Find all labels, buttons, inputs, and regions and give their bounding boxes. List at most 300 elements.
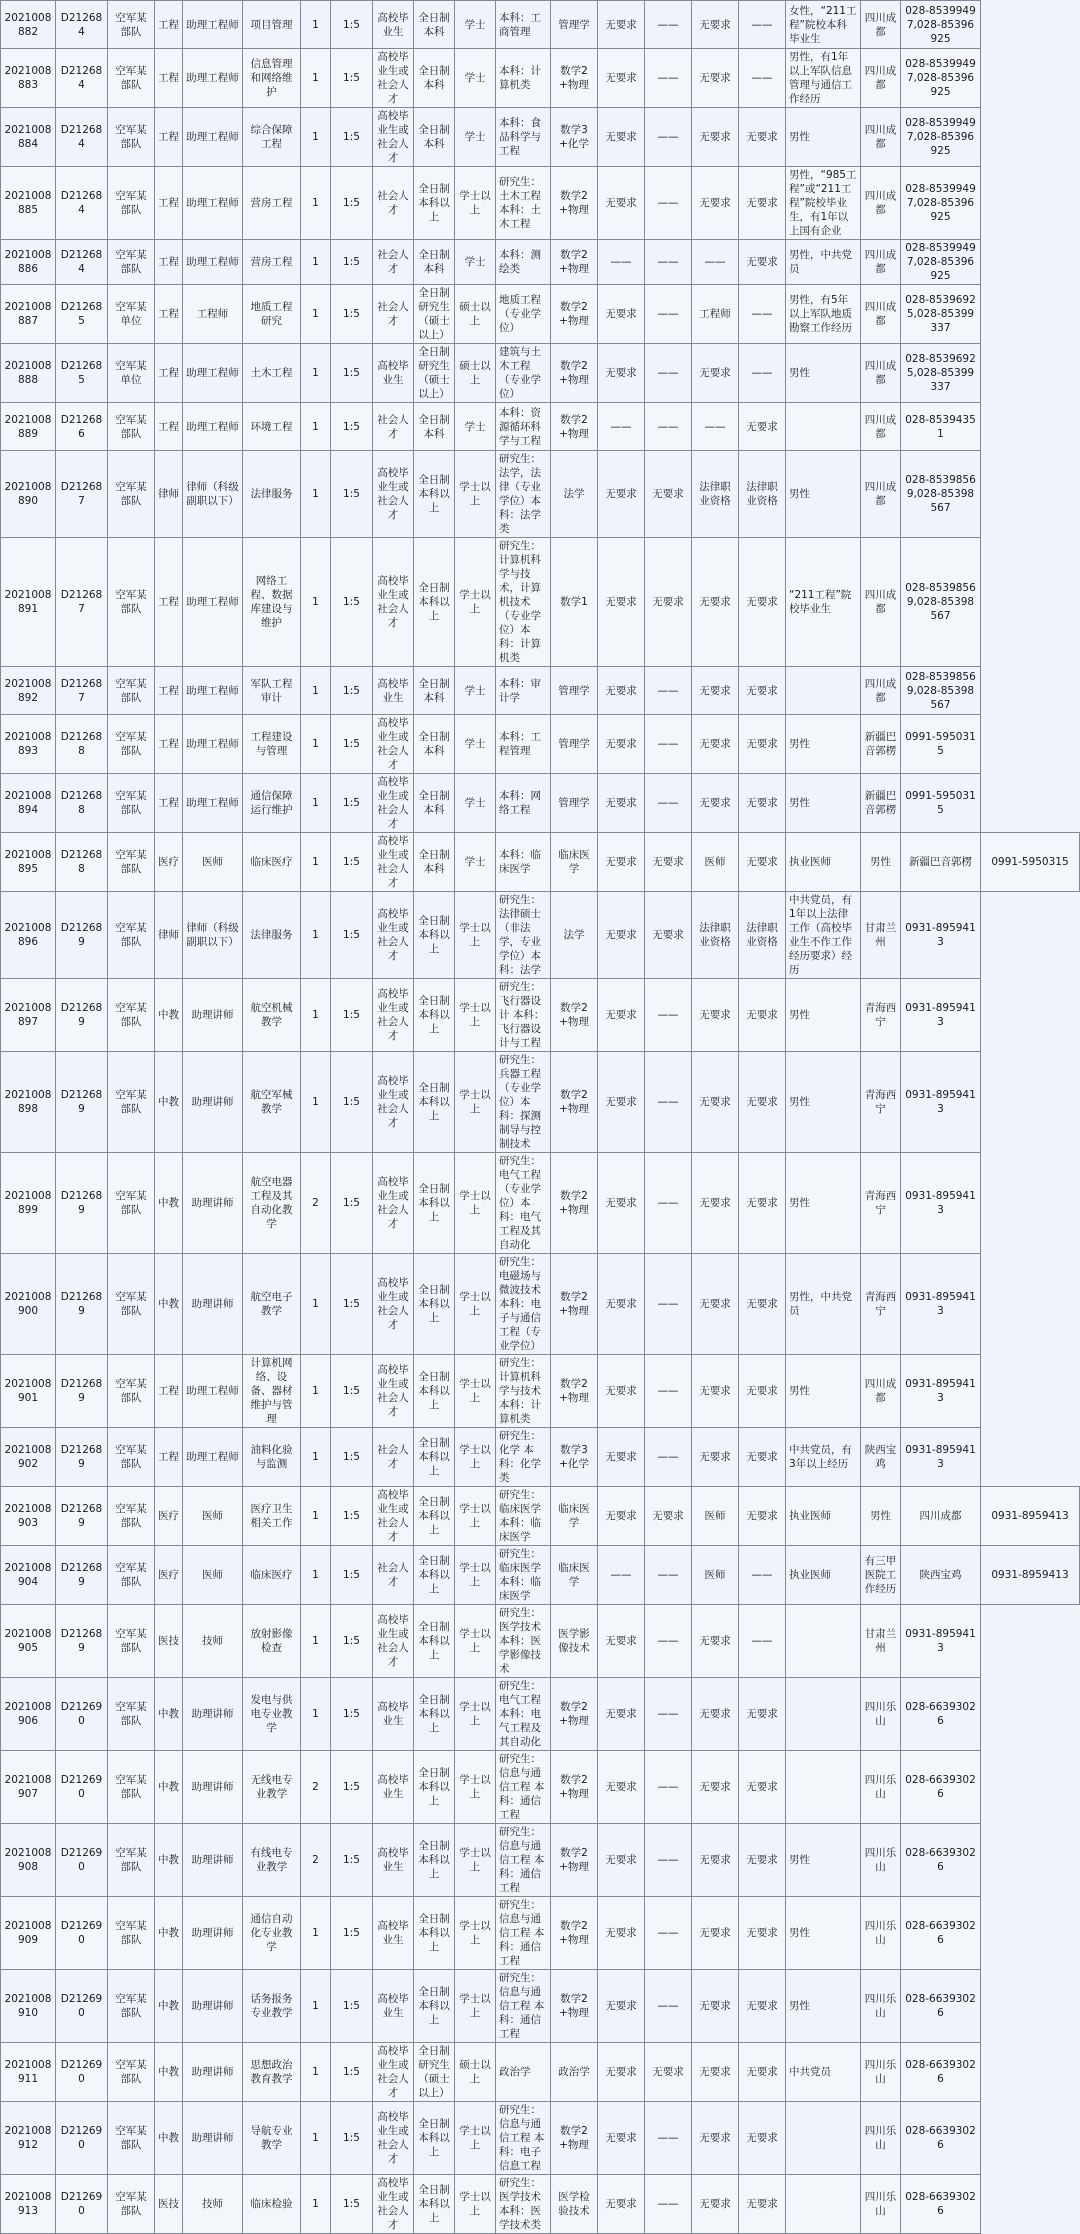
table-cell: 高校毕业生或社会人才 [373,715,414,774]
table-cell: 临床医学 [551,1487,598,1546]
table-cell: 无要求 [598,1678,645,1751]
table-cell: 空军某部队 [108,1,155,49]
table-cell: 工程 [155,285,183,344]
table-cell: 高校毕业生或社会人才 [373,1355,414,1428]
table-cell: 1 [301,1254,331,1355]
table-cell: —— [645,1153,692,1254]
table-cell: 航空机械教学 [243,979,301,1052]
table-cell: 男性 [786,108,861,167]
table-cell: 全日制本科 [414,49,455,108]
table-cell: 助理工程师 [183,715,243,774]
table-cell: 助理讲师 [183,1254,243,1355]
table-cell: 四川乐山 [861,2043,901,2102]
table-cell: 2 [301,1751,331,1824]
table-cell: D212688 [56,833,108,892]
table-cell: 男性 [786,979,861,1052]
table-cell: 1:5 [331,1355,373,1428]
table-cell: —— [645,1254,692,1355]
table-cell: 全日制本科以上 [414,451,455,538]
table-cell: 话务报务专业教学 [243,1970,301,2043]
table-cell: 1 [301,667,331,715]
table-cell: 临床医学 [551,833,598,892]
table-cell: 无要求 [739,715,786,774]
table-cell: 工程 [155,108,183,167]
table-cell: D212685 [56,344,108,403]
table-cell: 工程 [155,538,183,667]
table-row [1,2043,1080,2102]
table-cell: 学士以上 [455,1605,496,1678]
table-cell: 学士以上 [455,979,496,1052]
table-cell: —— [645,1355,692,1428]
table-cell: 无要求 [739,1153,786,1254]
table-cell: 无要求 [692,344,739,403]
table-cell: 空军某部队 [108,979,155,1052]
table-cell: 数学2+物理 [551,1678,598,1751]
table-cell: 助理工程师 [183,403,243,451]
table-cell: 1 [301,2102,331,2175]
table-cell: 法学 [551,892,598,979]
table-cell: 1:5 [331,344,373,403]
table-cell: 法律职业资格 [692,892,739,979]
table-cell: 高校毕业生 [373,344,414,403]
table-cell: 无要求 [739,774,786,833]
table-cell: 通信自动化专业教学 [243,1897,301,1970]
table-row [1,892,1080,979]
table-cell: 地质工程研究 [243,285,301,344]
table-cell: 学士 [455,240,496,285]
table-cell: 医疗 [155,1546,183,1605]
table-cell: 助理工程师 [183,1355,243,1428]
table-cell: 学士 [455,833,496,892]
table-row [1,108,1080,167]
table-cell: 助理工程师 [183,167,243,240]
table-cell: 女性，“211工程”院校本科毕业生 [786,1,861,49]
table-cell: 学士 [455,1,496,49]
table-cell: 男性 [786,774,861,833]
table-cell: 无要求 [739,1487,786,1546]
table-cell: 2021008894 [1,774,56,833]
table-cell: 法律职业资格 [692,451,739,538]
table-cell: 1:5 [331,1153,373,1254]
table-cell: —— [645,979,692,1052]
table-cell: 助理工程师 [183,49,243,108]
table-cell: 全日制本科以上 [414,979,455,1052]
table-cell: 青海西宁 [861,1254,901,1355]
table-cell: 硕士以上 [455,344,496,403]
table-cell: 青海西宁 [861,1052,901,1153]
table-cell: —— [645,774,692,833]
table-cell: 男性 [786,1897,861,1970]
table-cell: —— [645,49,692,108]
table-cell: 法律服务 [243,892,301,979]
table-cell: 男性 [786,1153,861,1254]
table-cell: 无要求 [739,108,786,167]
table-cell: 临床医疗 [243,1546,301,1605]
table-cell: —— [692,403,739,451]
table-cell: 2021008902 [1,1428,56,1487]
table-cell: 男性 [786,344,861,403]
table-cell: 高校毕业生 [373,1,414,49]
table-cell: 综合保障工程 [243,108,301,167]
table-cell: 本科：食品科学与工程 [496,108,551,167]
table-cell: —— [645,2102,692,2175]
table-cell: 高校毕业生或社会人才 [373,2102,414,2175]
table-cell: 1:5 [331,1487,373,1546]
table-cell: 0931-8959413 [901,1355,981,1428]
table-cell: 无要求 [692,1824,739,1897]
table-cell: 028-66393026 [901,1678,981,1751]
table-cell: D212689 [56,979,108,1052]
table-cell: 营房工程 [243,240,301,285]
table-cell: 0931-8959413 [981,1487,1080,1546]
table-cell: 1:5 [331,1546,373,1605]
table-cell: 中教 [155,1970,183,2043]
table-cell: 2021008905 [1,1605,56,1678]
table-cell: 发电与供电专业教学 [243,1678,301,1751]
table-row [1,344,1080,403]
table-cell: 0931-8959413 [901,1428,981,1487]
table-cell: 无要求 [598,715,645,774]
table-cell: 全日制本科以上 [414,1254,455,1355]
table-cell: 空军某部队 [108,2043,155,2102]
table-cell: 高校毕业生或社会人才 [373,538,414,667]
table-cell: 无要求 [598,1897,645,1970]
table-cell: 数学2+物理 [551,1355,598,1428]
table-cell: 研究生：法学，法律（专业学位）本科：法学类 [496,451,551,538]
table-cell: 无要求 [739,403,786,451]
table-cell: 无要求 [739,833,786,892]
table-cell: 管理学 [551,667,598,715]
table-cell: 网络工程、数据库建设与维护 [243,538,301,667]
table-cell: 无要求 [692,2043,739,2102]
table-cell: 无要求 [739,1678,786,1751]
table-cell: 助理工程师 [183,1428,243,1487]
table-cell: 1 [301,403,331,451]
table-cell: D212684 [56,108,108,167]
table-cell: 无要求 [598,1153,645,1254]
table-cell: 无要求 [598,1970,645,2043]
table-cell: —— [598,240,645,285]
table-cell: 学士 [455,108,496,167]
table-cell: 中共党员 [786,2043,861,2102]
table-cell: 2021008887 [1,285,56,344]
table-cell: 全日制本科以上 [414,2102,455,2175]
table-cell: 四川成都 [861,108,901,167]
table-cell: 高校毕业生或社会人才 [373,2175,414,2234]
table-cell: —— [598,1546,645,1605]
table-cell: 无要求 [598,1,645,49]
table-cell: 男性 [786,1824,861,1897]
table-cell: —— [739,1546,786,1605]
table-cell: 数学2+物理 [551,1751,598,1824]
table-cell: —— [645,715,692,774]
table-cell: 2021008886 [1,240,56,285]
table-cell: 2021008910 [1,1970,56,2043]
table-cell: 2021008895 [1,833,56,892]
table-cell: 学士以上 [455,1546,496,1605]
table-cell: 028-85399497,028-85396925 [901,108,981,167]
table-cell: 2021008903 [1,1487,56,1546]
table-cell: 研究生：信息与通信工程 本科：电子信息工程 [496,2102,551,2175]
table-cell: 研究生：化学 本科：化学类 [496,1428,551,1487]
table-cell: 研究生：电磁场与微波技术 本科：电子与通信工程（专业学位） [496,1254,551,1355]
table-cell: 学士 [455,49,496,108]
table-cell: 助理讲师 [183,1751,243,1824]
table-cell: 无要求 [645,1487,692,1546]
table-cell: 建筑与土木工程（专业学位） [496,344,551,403]
table-cell: 助理工程师 [183,774,243,833]
table-cell: 无要求 [598,774,645,833]
table-cell: 数学2+物理 [551,1153,598,1254]
table-cell: 0931-8959413 [901,1254,981,1355]
table-cell: 中共党员，有3年以上经历 [786,1428,861,1487]
table-cell: 医技 [155,2175,183,2234]
table-cell: D212689 [56,1546,108,1605]
table-cell: —— [645,1,692,49]
table-cell: 男性 [861,833,901,892]
table-cell: 2021008883 [1,49,56,108]
table-cell: 通信保障运行维护 [243,774,301,833]
table-cell: 新疆巴音郭楞 [901,833,981,892]
table-cell: 研究生：医学技术 本科：医学技术类 [496,2175,551,2234]
table-cell: 全日制本科以上 [414,1428,455,1487]
table-cell: 全日制本科以上 [414,1355,455,1428]
table-row [1,285,1080,344]
table-cell: —— [739,1605,786,1678]
table-cell: 中教 [155,1751,183,1824]
table-cell: —— [645,2175,692,2234]
table-cell: 1:5 [331,451,373,538]
table-cell: 1 [301,774,331,833]
table-cell: 1 [301,1487,331,1546]
table-cell: 研究生：电气工程 本科：电气工程及其自动化 [496,1678,551,1751]
table-cell: 助理工程师 [183,538,243,667]
table-cell: 无要求 [598,1824,645,1897]
table-cell: 中教 [155,1824,183,1897]
table-cell: 028-85399497,028-85396925 [901,1,981,49]
table-cell: 2021008908 [1,1824,56,1897]
table-cell: 助理讲师 [183,1678,243,1751]
table-cell: 数学3+化学 [551,1428,598,1487]
table-cell: 律师（科级副职以下） [183,892,243,979]
table-cell: 高校毕业生或社会人才 [373,49,414,108]
table-cell: 1:5 [331,979,373,1052]
table-cell: 航空军械教学 [243,1052,301,1153]
table-cell: 研究生：信息与通信工程 本科：通信工程 [496,1970,551,2043]
table-cell: 无要求 [692,979,739,1052]
table-cell: D212690 [56,1970,108,2043]
table-cell: 学士以上 [455,1254,496,1355]
table-cell: 临床医学 [551,1546,598,1605]
table-row [1,1824,1080,1897]
table-cell: 无要求 [598,538,645,667]
table-cell: 学士以上 [455,892,496,979]
table-cell: 1:5 [331,1052,373,1153]
table-cell: D212689 [56,1428,108,1487]
table-cell: 研究生：临床医学 本科：临床医学 [496,1546,551,1605]
table-cell: 全日制本科 [414,108,455,167]
table-cell: D212690 [56,2043,108,2102]
table-cell: 环境工程 [243,403,301,451]
table-cell: 无要求 [692,167,739,240]
table-cell: 1 [301,167,331,240]
table-cell: 2021008904 [1,1546,56,1605]
table-cell: 空军某部队 [108,1751,155,1824]
table-row [1,403,1080,451]
table-cell: 无要求 [645,538,692,667]
table-cell: 1 [301,715,331,774]
table-cell: 高校毕业生 [373,1751,414,1824]
table-row [1,774,1080,833]
table-cell: 研究生：临床医学 本科：临床医学 [496,1487,551,1546]
table-cell: 028-66393026 [901,1897,981,1970]
table-cell: 高校毕业生 [373,1824,414,1897]
table-cell: D212690 [56,1824,108,1897]
table-cell: 无要求 [598,1254,645,1355]
table-cell: 无要求 [739,538,786,667]
table-cell: 无要求 [598,49,645,108]
table-cell: 高校毕业生或社会人才 [373,1254,414,1355]
table-cell: 无要求 [692,2102,739,2175]
table-cell: 全日制本科以上 [414,1824,455,1897]
table-cell: 2021008885 [1,167,56,240]
table-cell: 技师 [183,2175,243,2234]
table-cell: 无要求 [692,1052,739,1153]
table-cell: 空军某部队 [108,1546,155,1605]
table-cell: 全日制本科以上 [414,1897,455,1970]
table-cell: 高校毕业生或社会人才 [373,451,414,538]
table-cell: 临床检验 [243,2175,301,2234]
table-cell: 空军某部队 [108,538,155,667]
table-cell: —— [598,403,645,451]
table-cell: 学士 [455,403,496,451]
table-cell: 医师 [183,833,243,892]
table-cell: 无要求 [598,1751,645,1824]
table-cell: 0991-5950315 [981,833,1080,892]
table-cell: 男性，中共党员 [786,1254,861,1355]
table-cell: 研究生：信息与通信工程 本科：通信工程 [496,1751,551,1824]
table-cell [786,2102,861,2175]
table-cell: 医师 [692,833,739,892]
table-cell: 无要求 [598,2175,645,2234]
table-cell: D212689 [56,892,108,979]
table-cell: 四川成都 [861,240,901,285]
table-cell: 研究生：医学技术 本科：医学影像技术 [496,1605,551,1678]
table-cell: 青海西宁 [861,979,901,1052]
table-cell: 1 [301,1052,331,1153]
table-cell: 数学2+物理 [551,2102,598,2175]
table-cell: 陕西宝鸡 [861,1428,901,1487]
table-cell: 空军某部队 [108,667,155,715]
table-row [1,833,1080,892]
table-cell: 思想政治教育教学 [243,2043,301,2102]
table-cell: 社会人才 [373,1428,414,1487]
table-cell: 有线电专业教学 [243,1824,301,1897]
table-cell: 1:5 [331,715,373,774]
table-cell [786,667,861,715]
table-cell: 数学2+物理 [551,1824,598,1897]
table-cell: 空军某部队 [108,1605,155,1678]
table-cell: 社会人才 [373,285,414,344]
table-cell: 全日制本科以上 [414,1605,455,1678]
table-row [1,1546,1080,1605]
table-cell: 1:5 [331,1897,373,1970]
table-cell: 空军某部队 [108,1897,155,1970]
table-cell: 全日制本科以上 [414,538,455,667]
table-cell: 四川成都 [861,285,901,344]
table-cell: 有三甲医院工作经历 [861,1546,901,1605]
table-cell: 研究生：土木工程 本科：土木工程 [496,167,551,240]
table-cell: 无要求 [692,1678,739,1751]
table-cell: D212688 [56,715,108,774]
table-cell: 油料化验与监测 [243,1428,301,1487]
table-cell: 无要求 [739,1428,786,1487]
table-cell: 研究生：计算机科学与技术 本科：计算机类 [496,1355,551,1428]
table-cell: 1:5 [331,774,373,833]
table-cell: 无要求 [645,451,692,538]
table-cell: —— [645,1052,692,1153]
table-cell: 本科：临床医学 [496,833,551,892]
table-cell: 空军某单位 [108,344,155,403]
table-cell: 1:5 [331,1605,373,1678]
table-cell: 无要求 [598,892,645,979]
table-cell: 本科：测绘类 [496,240,551,285]
table-cell: 2021008888 [1,344,56,403]
table-cell: 航空电子教学 [243,1254,301,1355]
table-cell: 数学2+物理 [551,1970,598,2043]
table-cell: 028-66393026 [901,1751,981,1824]
table-cell: D212684 [56,1,108,49]
table-cell: 硕士以上 [455,2043,496,2102]
table-cell: 空军某部队 [108,833,155,892]
table-cell: 数学1 [551,538,598,667]
table-cell: 028-66393026 [901,2043,981,2102]
table-cell: 全日制本科以上 [414,1970,455,2043]
table-cell: 无要求 [739,1355,786,1428]
table-cell: 法学 [551,451,598,538]
table-cell: 助理讲师 [183,1153,243,1254]
table-cell: 空军某部队 [108,451,155,538]
table-cell: 学士以上 [455,451,496,538]
table-cell: 政治学 [551,2043,598,2102]
table-cell: 项目管理 [243,1,301,49]
table-cell: 无要求 [739,2175,786,2234]
table-cell: 028-85396925,028-85399337 [901,344,981,403]
table-cell: 无要求 [645,892,692,979]
table-cell: 0931-8959413 [901,979,981,1052]
table-cell: 2021008882 [1,1,56,49]
table-cell: 研究生：飞行器设计 本科：飞行器设计与工程 [496,979,551,1052]
table-cell: 空军某部队 [108,49,155,108]
table-cell: 无要求 [598,1605,645,1678]
table-cell: 无要求 [739,1970,786,2043]
table-cell: 数学2+物理 [551,403,598,451]
table-cell: 中教 [155,1254,183,1355]
table-cell: 社会人才 [373,1546,414,1605]
table-cell: 空军某部队 [108,1428,155,1487]
table-cell: 空军某部队 [108,167,155,240]
table-cell: 无要求 [598,451,645,538]
table-cell: D212689 [56,1153,108,1254]
table-cell: 助理工程师 [183,344,243,403]
table-cell: 数学3+化学 [551,108,598,167]
table-cell: 数学2+物理 [551,285,598,344]
table-cell: 学士 [455,715,496,774]
table-cell: 无要求 [598,1355,645,1428]
table-cell: 空军某部队 [108,774,155,833]
table-cell: 无要求 [692,1254,739,1355]
table-cell: 2021008890 [1,451,56,538]
